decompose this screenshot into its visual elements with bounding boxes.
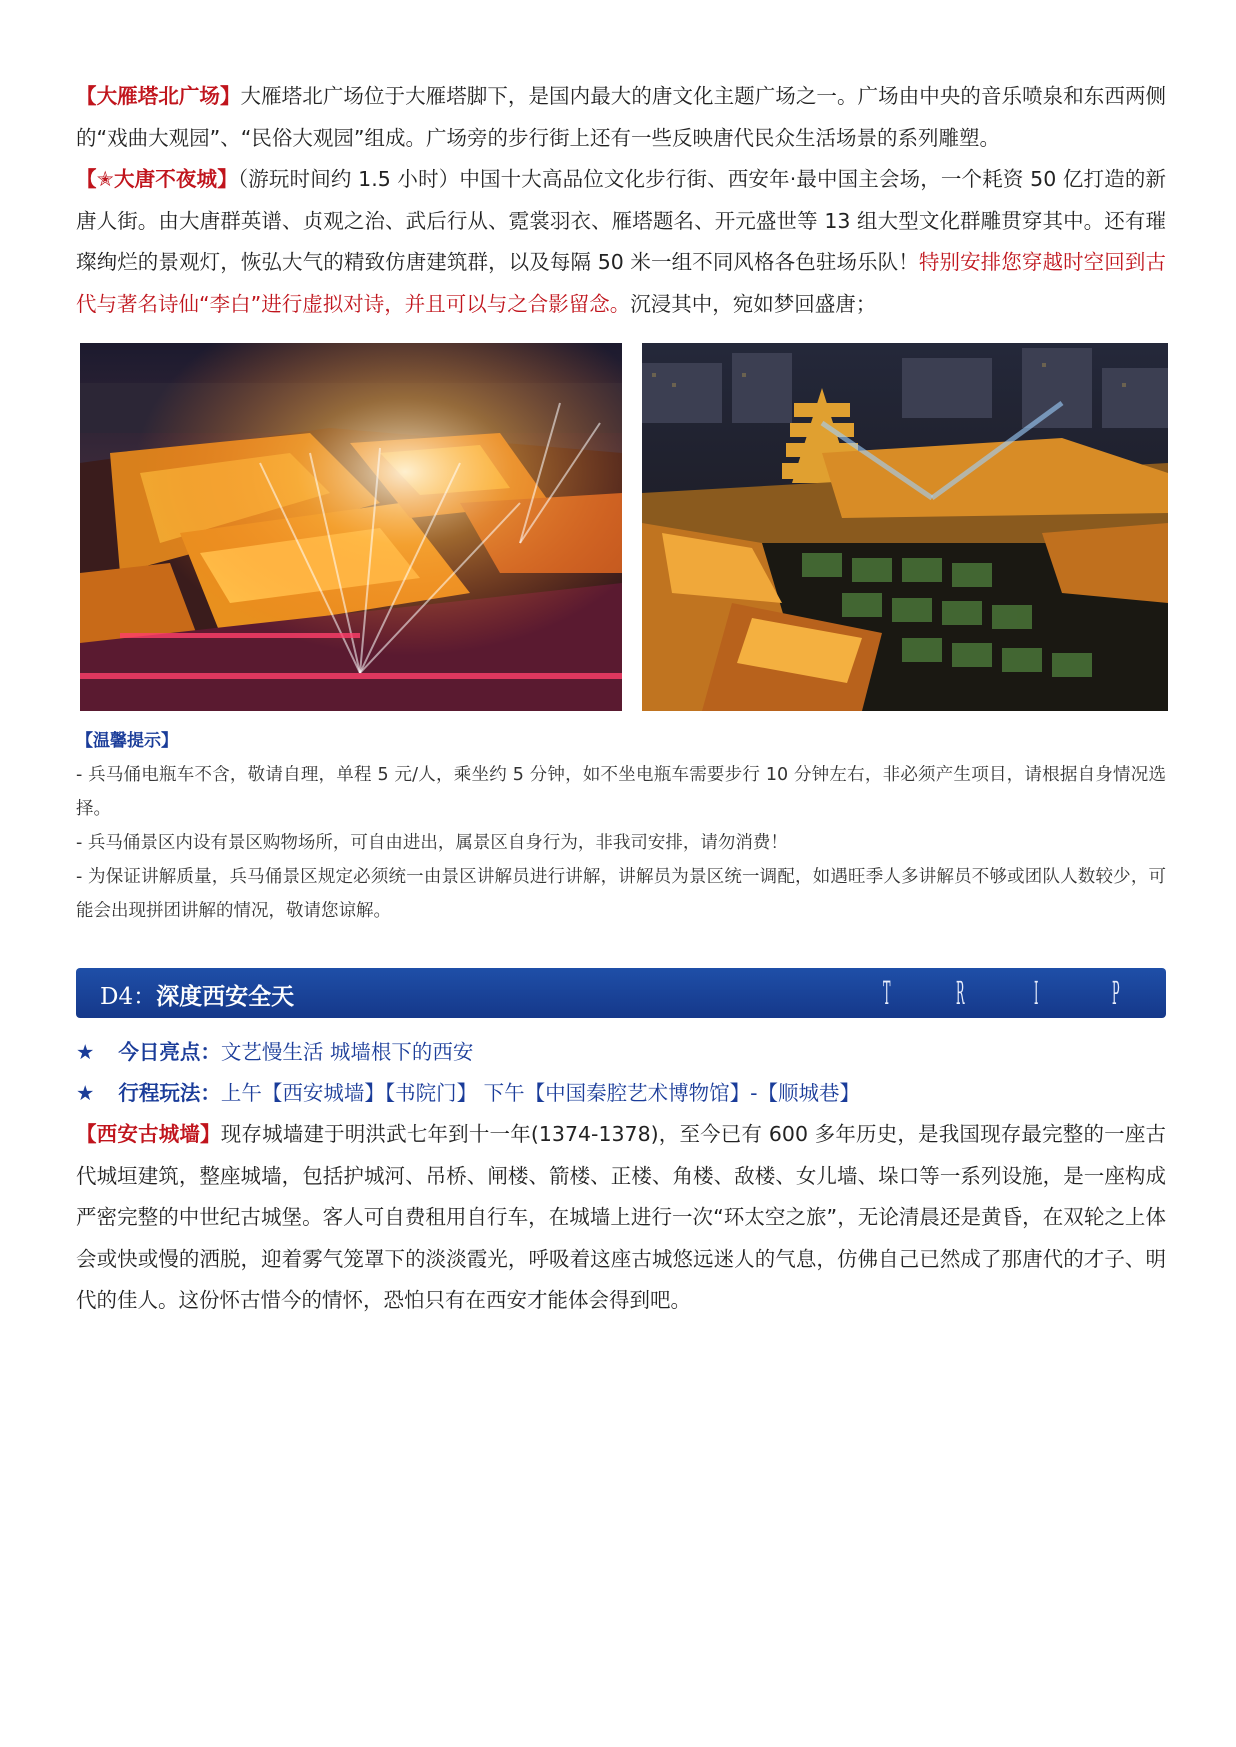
big-wild-goose-pagoda-photo [642,343,1168,711]
day-code: D4： [100,984,157,1010]
datang-tail-text: 沉浸其中，宛如梦回盛唐； [630,291,877,316]
day-header-band [76,968,1166,1018]
today-highlight-line [76,1032,1166,1073]
trip-letter-t: T [883,974,891,1012]
north-square-text: 大雁塔北广场位于大雁塔脚下，是国内最大的唐文化主题广场之一。广场由中央的音乐喷泉和东西两侧的“戏曲大观园”、“民俗大观园”组成。广场旁的步行街上还有一些反映唐代民众生活场景的系列雕塑。 [76,84,1167,150]
tip-item-3: - 为保证讲解质量，兵马俑景区规定必须统一由景区讲解员进行讲解，讲解员为景区统一调配，如遇旺季人多讲解员不够或团队人数较少，可能会出现拼团讲解的情况，敬请您谅解。 [76,867,1166,921]
city-wall-text: 现存城墙建于明洪武七年到十一年(1374-1378)，至今已有 600 多年历史，是我国现存最完整的一座古代城垣建筑，整座城墙，包括护城河、吊桥、闸楼、箭楼、正楼、角楼、敌楼、女儿墙、垛口等一系列设施，是一座构成严密完整的中世纪古城堡。客人可自费租用自行车，在城墙上进行一次“环太空之旅”，无论清晨还是黄昏，在双轮之上体会或快或慢的洒脱，迎着雾气笼罩下的淡淡霞光，呼吸着这座古城悠远迷人的气息，仿佛自己已然成了那唐代的才子、明代的佳人。这份怀古惜今的情怀，恐怕只有在西安才能体会得到吧。 [76,1122,1166,1312]
tag-city-wall: 【西安古城墙】 [76,1122,221,1146]
trip-letter-p: P [1112,974,1120,1012]
day-title [100,978,294,1011]
datang-highlight-text: 特别安排您穿越时空回到古代与著名诗仙“李白”进行虚拟对诗，并且可以与之合影留念。 [76,250,1166,316]
star-icon: ★ [76,1081,95,1105]
route-key: 行程玩法： [118,1081,221,1105]
city-wall-section [76,1114,1166,1322]
day-title-text: 深度西安全天 [156,983,295,1010]
paragraph-north-square [76,76,1166,159]
today-highlight-key: 今日亮点： [118,1040,221,1064]
paragraph-datang-night-city [76,159,1166,325]
trip-letter-r: R [956,974,965,1012]
intro-section [76,76,1166,325]
photo-row [80,343,1168,711]
tips-list [76,758,1166,928]
paragraph-city-wall [76,1114,1166,1322]
route-line [76,1073,1166,1114]
today-highlight-value: 文艺慢生活 城墙根下的西安 [220,1040,474,1064]
tag-datang-night-city: 【✭大唐不夜城】 [76,167,238,191]
datang-text: （游玩时间约 1.5 小时）中国十大高品位文化步行街、西安年·最中国主会场，一个耗资 50 亿打造的新唐人街。由大唐群英谱、贞观之治、武后行从、霓裳羽衣、雁塔题名、开元盛世等 13 组大型文化群雕贯穿其中。还有璀璨绚烂的景观灯，恢弘大气的精致仿唐建筑群，以及每隔 50 米一组不同风格各色驻场乐队！ [76,167,1166,274]
trip-letter-i: I [1034,974,1039,1012]
tag-north-square: 【大雁塔北广场】 [76,84,241,108]
route-value: 上午【西安城墙】【书院门】 下午【中国秦腔艺术博物馆】-【顺城巷】 [220,1081,861,1105]
star-icon: ★ [76,1040,95,1064]
tip-item-1: - 兵马俑电瓶车不含，敬请自理，单程 5 元/人，乘坐约 5 分钟，如不坐电瓶车需要步行 10 分钟左右，非必须产生项目，请根据自身情况选择。 [76,765,1166,819]
night-city-photo [80,343,622,711]
tips-title: 【温馨提示】 [76,731,178,751]
tip-item-2: - 兵马俑景区内设有景区购物场所，可自由进出，属景区自身行为，非我司安排，请勿消费！ [76,833,788,853]
